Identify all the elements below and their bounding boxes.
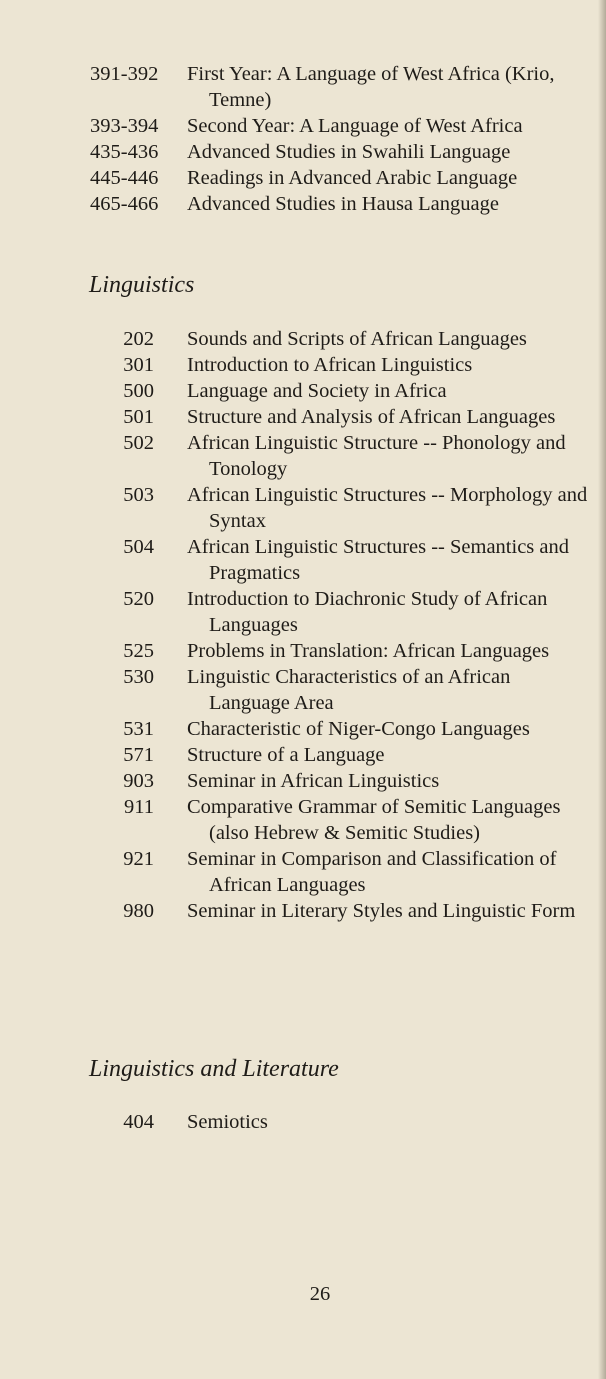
course-number: 921: [123, 848, 154, 870]
course-title: Introduction to African Linguistics: [187, 354, 473, 376]
course-title: African Linguistic Structures -- Morphology and Syntax: [187, 484, 588, 532]
course-number: 393-394: [90, 115, 159, 137]
course-title: Structure of a Language: [187, 744, 385, 766]
course-row: [0, 113, 606, 139]
course-row: [0, 482, 606, 534]
course-title: Sounds and Scripts of African Languages: [187, 328, 527, 350]
course-number: 520: [123, 588, 154, 610]
course-number: 465-466: [90, 193, 159, 215]
course-number: 500: [123, 380, 154, 402]
linguistics-course-list: [0, 326, 606, 924]
course-title: Second Year: A Language of West Africa: [187, 115, 523, 137]
course-number: 435-436: [90, 141, 159, 163]
course-title: Seminar in Comparison and Classification of African Languages: [187, 848, 557, 896]
course-number: 445-446: [90, 167, 159, 189]
course-title: First Year: A Language of West Africa (Krio, Temne): [187, 63, 555, 111]
course-title: Comparative Grammar of Semitic Languages (also Hebrew & Semitic Studies): [187, 796, 561, 844]
course-title: Problems in Translation: African Languages: [187, 640, 550, 662]
course-title: Introduction to Diachronic Study of African Languages: [187, 588, 548, 636]
course-row: [0, 378, 606, 404]
course-number: 531: [123, 718, 154, 740]
page-number: 26: [309, 1283, 331, 1305]
course-row: [0, 326, 606, 352]
course-row: [0, 898, 606, 924]
course-number: 404: [123, 1111, 154, 1133]
course-number: 525: [123, 640, 154, 662]
course-row: [0, 846, 606, 898]
course-row: [0, 165, 606, 191]
course-row: [0, 768, 606, 794]
course-row: [0, 586, 606, 638]
section-heading-linguistics-literature: Linguistics and Literature: [89, 1056, 339, 1082]
course-number: 391-392: [90, 63, 159, 85]
course-title: Seminar in Literary Styles and Linguistic Form: [187, 900, 576, 922]
course-row: [0, 1109, 606, 1135]
course-title: Linguistic Characteristics of an African Language Area: [187, 666, 511, 714]
course-number: 903: [123, 770, 154, 792]
course-row: [0, 404, 606, 430]
course-title: Seminar in African Linguistics: [187, 770, 440, 792]
course-number: 504: [123, 536, 154, 558]
language-course-list: [0, 61, 606, 217]
course-row: [0, 664, 606, 716]
course-title: Advanced Studies in Hausa Language: [187, 193, 499, 215]
course-row: [0, 139, 606, 165]
course-number: 502: [123, 432, 154, 454]
course-number: 202: [123, 328, 154, 350]
course-row: [0, 716, 606, 742]
course-number: 503: [123, 484, 154, 506]
course-title: Structure and Analysis of African Languages: [187, 406, 556, 428]
course-row: [0, 352, 606, 378]
course-row: [0, 534, 606, 586]
course-title: African Linguistic Structure -- Phonology and Tonology: [187, 432, 566, 480]
course-row: [0, 638, 606, 664]
course-title: African Linguistic Structures -- Semantics and Pragmatics: [187, 536, 569, 584]
course-row: [0, 742, 606, 768]
course-title: Semiotics: [187, 1111, 268, 1133]
course-number: 530: [123, 666, 154, 688]
course-title: Characteristic of Niger-Congo Languages: [187, 718, 530, 740]
course-number: 501: [123, 406, 154, 428]
course-number: 980: [123, 900, 154, 922]
course-number: 301: [123, 354, 154, 376]
course-row: [0, 430, 606, 482]
course-row: [0, 794, 606, 846]
linguistics-literature-course-list: [0, 1109, 606, 1135]
section-heading-linguistics: Linguistics: [89, 272, 195, 298]
course-row: [0, 191, 606, 217]
course-title: Advanced Studies in Swahili Language: [187, 141, 511, 163]
course-number: 571: [123, 744, 154, 766]
course-row: [0, 61, 606, 113]
course-title: Readings in Advanced Arabic Language: [187, 167, 518, 189]
course-title: Language and Society in Africa: [187, 380, 447, 402]
course-number: 911: [124, 796, 154, 818]
